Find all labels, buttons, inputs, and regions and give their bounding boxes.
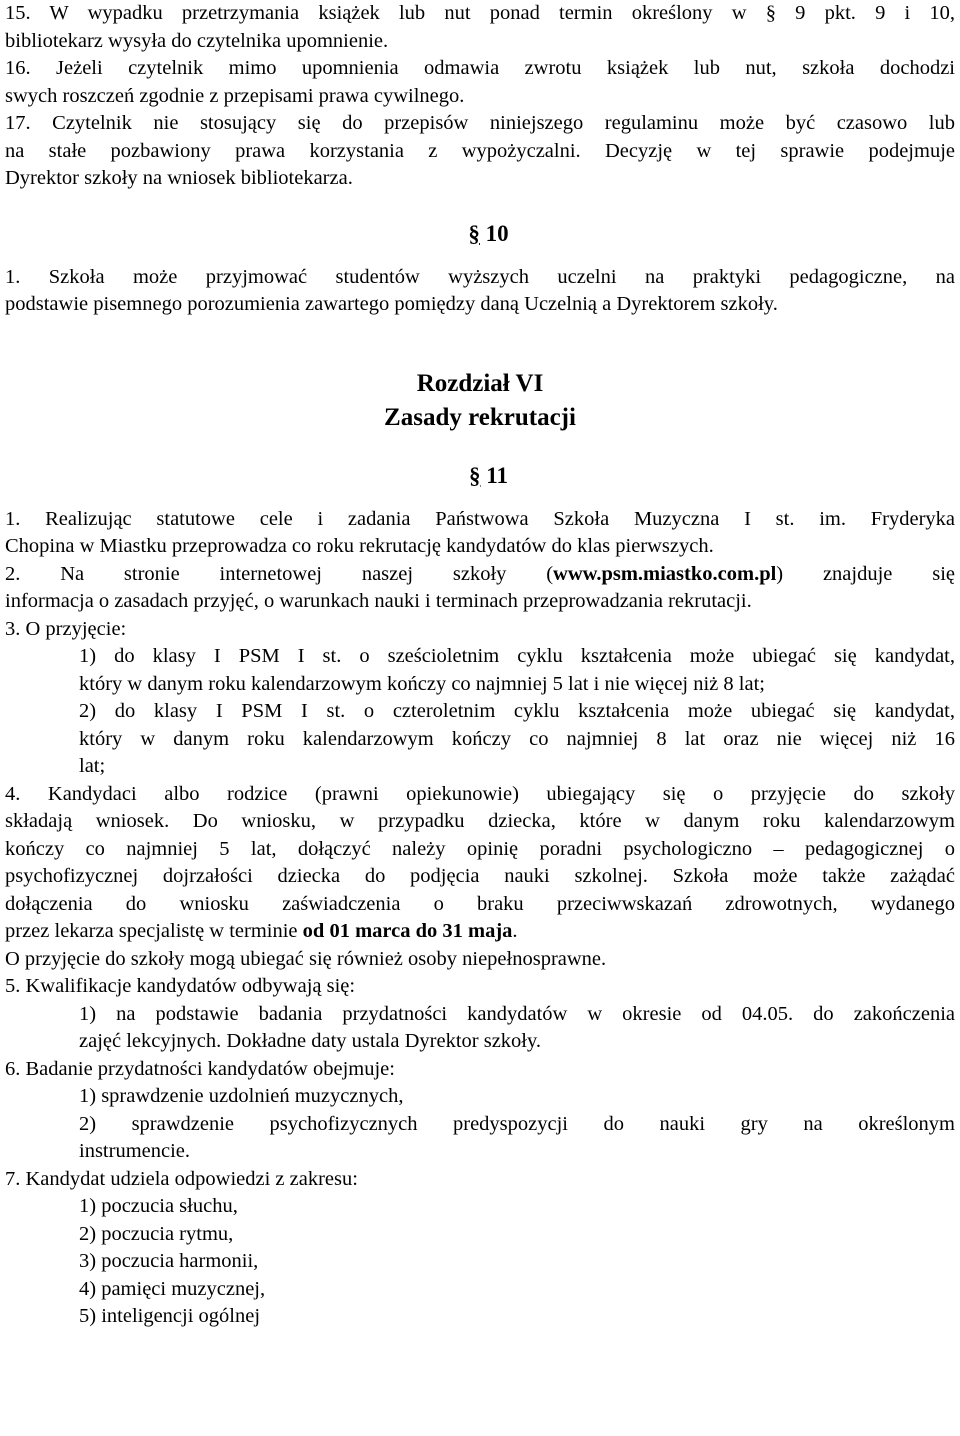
section-11-point-3: 3. O przyjęcie:	[5, 617, 127, 640]
section-10-heading	[22, 219, 955, 249]
section-11-point-4-line-1: 4. Kandydaci albo rodzice (prawni opiekunowie) ubiegający się o przyjęcie do szkoły	[5, 782, 955, 805]
list-item: 2) poczucia rytmu,	[79, 1222, 234, 1245]
section-11-point-3-2-line-1: 2) do klasy I PSM I st. o czteroletnim cyklu kształcenia może ubiegać się kandydat,	[79, 700, 955, 722]
section-11-point-6-2-line-2: instrumencie.	[79, 1140, 191, 1162]
website-link[interactable]: www.psm.miastko.com.pl	[553, 562, 777, 585]
section-11-point-1-line-1: 1. Realizując statutowe cele i zadania Państwowa Szkoła Muzyczna I st. im. Fryderyka	[5, 507, 955, 530]
section-11-point-5: 5. Kwalifikacje kandydatów odbywają się:	[5, 975, 356, 997]
section-11-point-4-line-6	[5, 918, 955, 946]
section-11-point-6-1: 1) sprawdzenie uzdolnień muzycznych,	[79, 1085, 404, 1107]
section-11-point-2-line-2: informacja o zasadach przyjęć, o warunkach nauki i terminach przeprowadzania rekrutacji.	[5, 590, 752, 612]
paragraph-15-line-2: bibliotekarz wysyła do czytelnika upomnienie.	[5, 29, 389, 52]
section-11-point-4-line-3: kończy co najmniej 5 lat, dołączyć należy opinię poradni psychologiczno – pedagogicznej o	[5, 837, 955, 860]
section-mark: §	[469, 462, 481, 488]
section-number: 11	[480, 462, 508, 488]
section-11-point-4-line-2: składają wniosek. Do wniosku, w przypadku dziecka, które w danym roku kalendarzowym	[5, 810, 955, 832]
paragraph-17-line-1: 17. Czytelnik nie stosujący się do przepisów niniejszego regulaminu może być czasowo lub	[5, 112, 955, 134]
text-span: ) znajduje się	[776, 562, 955, 585]
chapter-title: Rozdział VI	[416, 369, 544, 397]
text-span: 2. Na stronie internetowej naszej szkoły (	[5, 562, 554, 585]
chapter-subtitle: Zasady rekrutacji	[384, 403, 576, 431]
section-11-point-4-line-5: dołączenia do wniosku zaświadczenia o braku przeciwwskazań zdrowotnych, wydanego	[5, 892, 955, 915]
paragraph-15-line-1: 15. W wypadku przetrzymania książek lub nut ponad termin określony w § 9 pkt. 9 i 10,	[5, 2, 955, 24]
section-11-point-3-1-line-2: który w danym roku kalendarzowym kończy co najmniej 5 lat i nie więcej niż 8 lat;	[79, 672, 765, 695]
section-11-point-2-line-1	[5, 561, 955, 589]
section-11-point-6: 6. Badanie przydatności kandydatów obejmuje:	[5, 1057, 395, 1080]
section-11-point-3-2-line-3: lat;	[79, 755, 106, 777]
list-item: 4) pamięci muzycznej,	[79, 1277, 266, 1300]
list-item: 5) inteligencji ogólnej	[79, 1305, 261, 1327]
text-span: przez lekarza specjalistę w terminie	[5, 920, 303, 942]
section-11-point-1-line-2: Chopina w Miastku przeprowadza co roku rekrutację kandydatów do klas pierwszych.	[5, 535, 714, 557]
section-11-heading	[22, 461, 955, 491]
section-number: 10	[479, 220, 509, 246]
section-11-point-4-line-4: psychofizycznej dojrzałości dziecka do podjęcia nauki szkolnej. Szkoła może także zażądać	[5, 865, 955, 887]
list-item: 1) poczucia słuchu,	[79, 1195, 238, 1217]
section-10-point-1-line-1: 1. Szkoła może przyjmować studentów wyższych uczelni na praktyki pedagogiczne, na	[5, 265, 955, 288]
section-11-point-7: 7. Kandydat udziela odpowiedzi z zakresu:	[5, 1167, 358, 1190]
section-11-point-5-1-line-1: 1) na podstawie badania przydatności kandydatów w okresie od 04.05. do zakończenia	[79, 1002, 955, 1025]
section-mark: §	[468, 220, 480, 246]
section-11-point-5-1-line-2: zajęć lekcyjnych. Dokładne daty ustala Dyrektor szkoły.	[79, 1030, 542, 1052]
section-11-point-6-2-line-1: 2) sprawdzenie psychofizycznych predyspozycji do nauki gry na określonym	[79, 1112, 955, 1135]
section-10-point-1-line-2: podstawie pisemnego porozumienia zawartego pomiędzy daną Uczelnią a Dyrektorem szkoły.	[5, 293, 778, 315]
section-11-point-3-1-line-1: 1) do klasy I PSM I st. o sześcioletnim cyklu kształcenia może ubiegać się kandydat,	[79, 645, 955, 667]
section-11-point-4-line-7: O przyjęcie do szkoły mogą ubiegać się również osoby niepełnosprawne.	[5, 947, 607, 970]
paragraph-16-line-2: swych roszczeń zgodnie z przepisami prawa cywilnego.	[5, 84, 465, 107]
section-11-point-3-2-line-2: który w danym roku kalendarzowym kończy co najmniej 8 lat oraz nie więcej niż 16	[79, 727, 955, 750]
paragraph-17-line-2: na stałe pozbawiony prawa korzystania z wypożyczalni. Decyzję w tej sprawie podejmuje	[5, 139, 955, 162]
deadline-text: od 01 marca do 31 maja	[302, 920, 513, 942]
paragraph-16-line-1: 16. Jeżeli czytelnik mimo upomnienia odmawia zwrotu książek lub nut, szkoła dochodzi	[5, 57, 955, 79]
paragraph-17-line-3: Dyrektor szkoły na wniosek bibliotekarza.	[5, 167, 353, 189]
text-span: .	[512, 920, 518, 942]
list-item: 3) poczucia harmonii,	[79, 1250, 259, 1272]
